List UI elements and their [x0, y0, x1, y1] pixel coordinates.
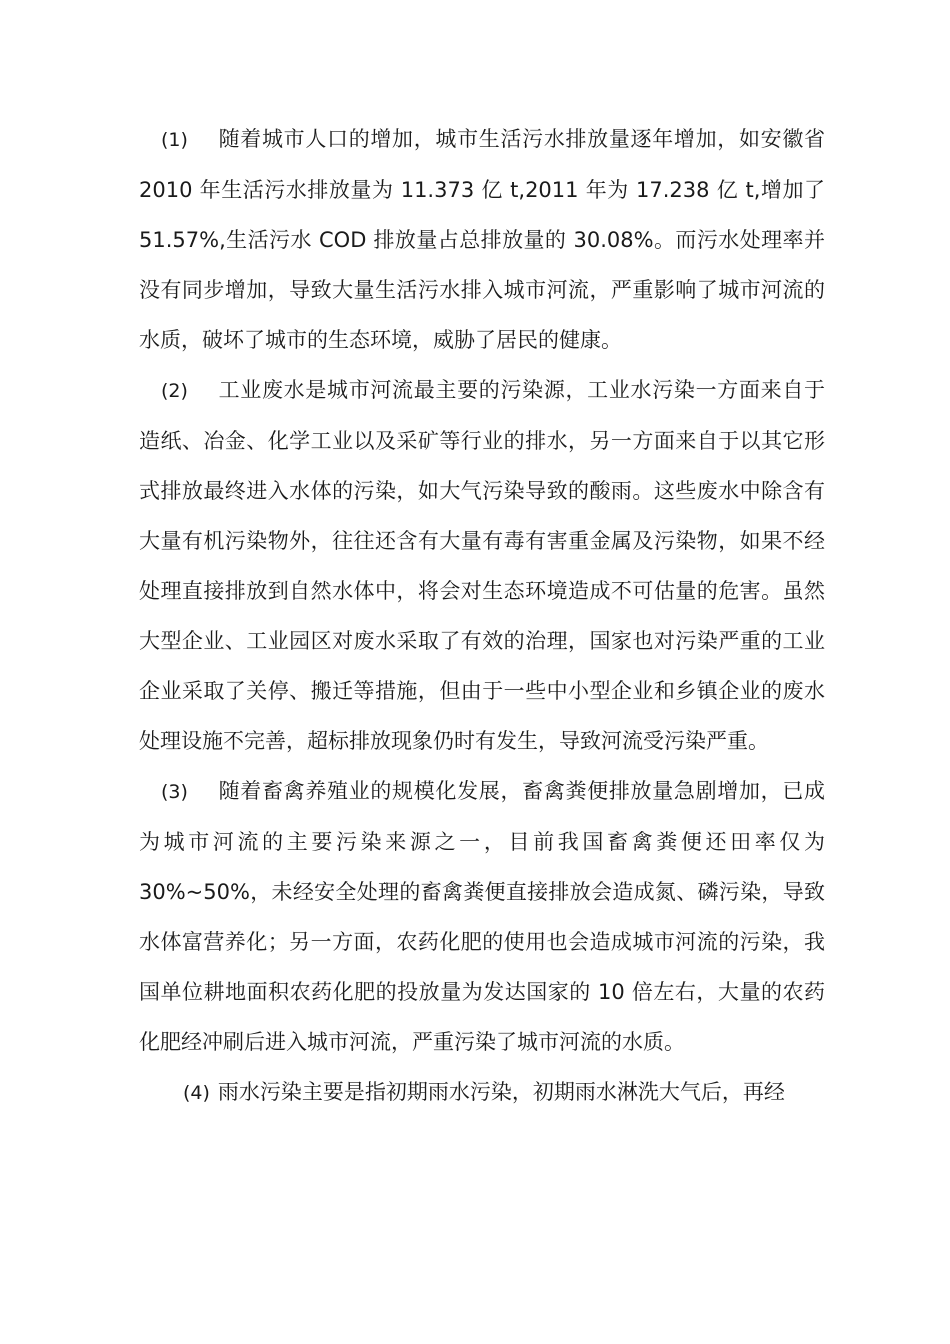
- paragraph-4: [139, 1067, 825, 1118]
- paragraph-text: 随着畜禽养殖业的规模化发展，畜禽粪便排放量急剧增加，已成为城市河流的主要污染来源之一，目前我国畜禽粪便还田率仅为 30%~50%，未经安全处理的畜禽粪便直接排放会造成氮、磷污染，导致水体富营养化；另一方面，农药化肥的使用也会造成城市河流的污染，我国单位耕地面积农药化肥的投放量为发达国家的 10 倍左右，大量的农药化肥经冲刷后进入城市河流，严重污染了城市河流的水质。: [139, 779, 825, 1054]
- document-body: [139, 114, 825, 1118]
- paragraph-text: 随着城市人口的增加，城市生活污水排放量逐年增加，如安徽省 2010 年生活污水排放量为 11.373 亿 t,2011 年为 17.238 亿 t,增加了 51.57%,生活污水 COD 排放量占总排放量的 30.08%。而污水处理率并没有同步增加，导致大量生活污水排入城市河流，严重影响了城市河流的水质，破坏了城市的生态环境，威胁了居民的健康。: [139, 127, 825, 352]
- paragraph-number: (2): [161, 380, 188, 402]
- paragraph-number: (1): [161, 129, 188, 151]
- paragraph-1: [139, 114, 825, 365]
- paragraph-number: (4): [183, 1082, 210, 1104]
- paragraph-3: [139, 766, 825, 1067]
- paragraph-text: 工业废水是城市河流最主要的污染源，工业水污染一方面来自于造纸、冶金、化学工业以及采矿等行业的排水，另一方面来自于以其它形式排放最终进入水体的污染，如大气污染导致的酸雨。这些废水中除含有大量有机污染物外，往往还含有大量有毒有害重金属及污染物，如果不经处理直接排放到自然水体中，将会对生态环境造成不可估量的危害。虽然大型企业、工业园区对废水采取了有效的治理，国家也对污染严重的工业企业采取了关停、搬迁等措施，但由于一些中小型企业和乡镇企业的废水处理设施不完善，超标排放现象仍时有发生，导致河流受污染严重。: [139, 378, 825, 753]
- paragraph-number: (3): [161, 781, 188, 803]
- paragraph-text: 雨水污染主要是指初期雨水污染，初期雨水淋洗大气后，再经: [217, 1080, 785, 1104]
- paragraph-2: [139, 365, 825, 766]
